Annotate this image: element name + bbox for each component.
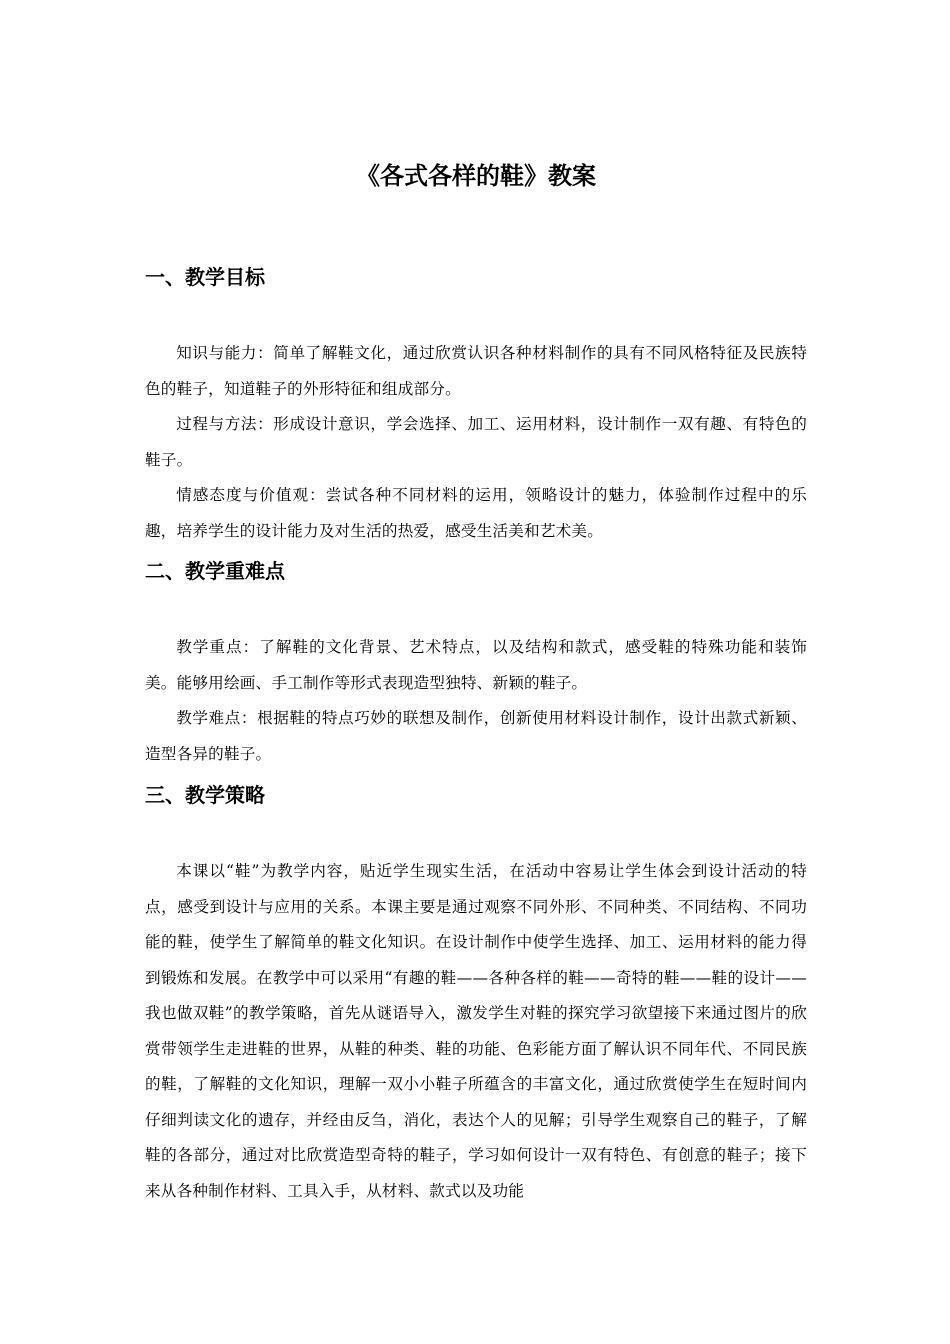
section-heading: 三、教学策略	[145, 783, 265, 807]
paragraph-emotion-values: 情感态度与价值观：尝试各种不同材料的运用，领略设计的魅力，体验制作过程中的乐趣，培养学生的设计能力及对生活的热爱，感受生活美和艺术美。	[145, 486, 807, 540]
section-body	[145, 336, 807, 549]
section-body	[145, 630, 807, 772]
section-heading: 二、教学重难点	[145, 559, 285, 583]
section-heading: 一、教学目标	[145, 265, 265, 289]
document-title: 《各式各样的鞋》教案	[356, 162, 596, 190]
section-body	[145, 854, 807, 1209]
paragraph-process-method: 过程与方法：形成设计意识，学会选择、加工、运用材料，设计制作一双有趣、有特色的鞋子。	[145, 415, 807, 469]
section-key-difficult-points	[145, 556, 807, 772]
paragraph-key-points: 教学重点：了解鞋的文化背景、艺术特点，以及结构和款式，感受鞋的特殊功能和装饰美。能够用绘画、手工制作等形式表现造型独特、新颖的鞋子。	[145, 638, 807, 692]
section-teaching-strategy	[145, 780, 807, 1209]
section-teaching-goals	[145, 262, 807, 549]
paragraph-difficult-points: 教学难点：根据鞋的特点巧妙的联想及制作，创新使用材料设计制作，设计出款式新颖、造型各异的鞋子。	[145, 709, 807, 763]
paragraph-strategy: 本课以“鞋”为教学内容，贴近学生现实生活，在活动中容易让学生体会到设计活动的特点，感受到设计与应用的关系。本课主要是通过观察不同外形、不同种类、不同结构、不同功能的鞋，使学生了解简单的鞋文化知识。在设计制作中使学生选择、加工、运用材料的能力得到锻炼和发展。在教学中可以采用“有趣的鞋——各种各样的鞋——奇特的鞋——鞋的设计——我也做双鞋”的教学策略，首先从谜语导入，激发学生对鞋的探究学习欲望接下来通过图片的欣赏带领学生走进鞋的世界，从鞋的种类、鞋的功能、色彩能方面了解认识不同年代、不同民族的鞋，了解鞋的文化知识，理解一双小小鞋子所蕴含的丰富文化，通过欣赏使学生在短时间内仔细判读文化的遗存，并经由反刍，消化，表达个人的见解；引导学生观察自己的鞋子，了解鞋的各部分，通过对比欣赏造型奇特的鞋子，学习如何设计一双有特色、有创意的鞋子；接下来从各种制作材料、工具入手，从材料、款式以及功能	[145, 862, 807, 1200]
paragraph-knowledge-ability: 知识与能力：简单了解鞋文化，通过欣赏认识各种材料制作的具有不同风格特征及民族特色的鞋子，知道鞋子的外形特征和组成部分。	[145, 344, 807, 398]
